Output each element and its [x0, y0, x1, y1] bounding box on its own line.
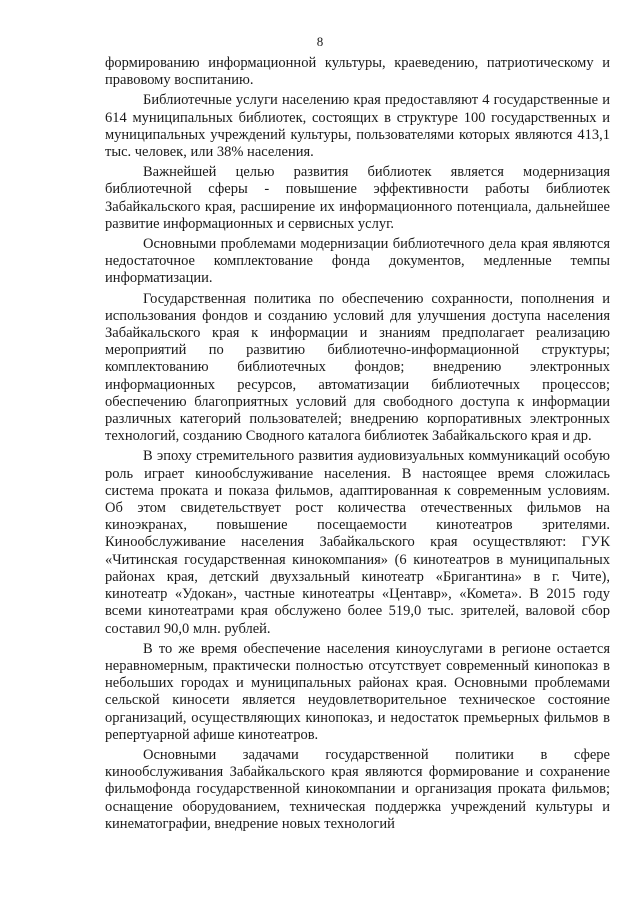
paragraph: В то же время обеспечение населения киноуслугами в регионе остается неравномерным, практически полностью отсутствует современный кинопоказ в небольших городах и муниципальных районах края. Основными проблемами сельской киносети является неудовлетворительное техническое состояние организаций, осуществляющих кинопоказ, и недостаток премьерных фильмов в репертуарной афише кинотеатров. [105, 640, 610, 743]
paragraph: В эпоху стремительного развития аудиовизуальных коммуникаций особую роль играет кинообслуживание населения. В настоящее время сложилась система проката и показа фильмов, адаптированная к современным условиям. Об этом свидетельствует рост количества отечественных фильмов на киноэкранах, повышение посещаемости кинотеатров зрителями. Кинообслуживание населения Забайкальского края осуществляют: ГУК «Читинская государственная кинокомпания» (6 кинотеатров в муниципальных районах края, детский двухзальный кинотеатр «Бригантина» в г. Чите), кинотеатр «Удокан», частные кинотеатры «Центавр», «Комета». В 2015 году всеми кинотеатрами края обслужено более 519,0 тыс. зрителей, валовой сбор составил 90,0 млн. рублей. [105, 448, 610, 637]
paragraph: Библиотечные услуги населению края предоставляют 4 государственные и 614 муниципальных библиотек, состоящих в структуре 100 государственных и муниципальных учреждений культуры, пользователями которых являются 413,1 тыс. человек, или 38% населения. [105, 92, 610, 161]
paragraph: Основными задачами государственной политики в сфере кинообслуживания Забайкальского края являются формирование и сохранение фильмофонда государственной кинокомпании и организация проката фильмов; оснащение оборудованием, техническая поддержка учреждений культуры и кинематографии, внедрение новых технологий [105, 746, 610, 832]
paragraph: Государственная политика по обеспечению сохранности, пополнения и использования фондов и созданию условий для улучшения доступа населения Забайкальского края к информации и знаниям предполагает реализацию мероприятий по развитию библиотечно-информационной структуры; комплектованию библиотечных фондов; внедрению электронных информационных ресурсов, автоматизации библиотечных процессов; обеспечению благоприятных условий для свободного доступа к информации различных категорий пользователей; внедрению корпоративных электронных технологий, созданию Сводного каталога библиотек Забайкальского края и др. [105, 290, 610, 445]
paragraph: Основными проблемами модернизации библиотечного дела края являются недостаточное комплектование фонда документов, медленные темпы информатизации. [105, 236, 610, 287]
paragraph: формированию информационной культуры, краеведению, патриотическому и правовому воспитанию. [105, 55, 610, 89]
page-number: 8 [316, 34, 324, 49]
paragraph: Важнейшей целью развития библиотек является модернизация библиотечной сферы - повышение эффективности работы библиотек Забайкальского края, расширение их информационного потенциала, дальнейшее развитие информационных и сервисных услуг. [105, 164, 610, 232]
document-body [105, 55, 610, 836]
